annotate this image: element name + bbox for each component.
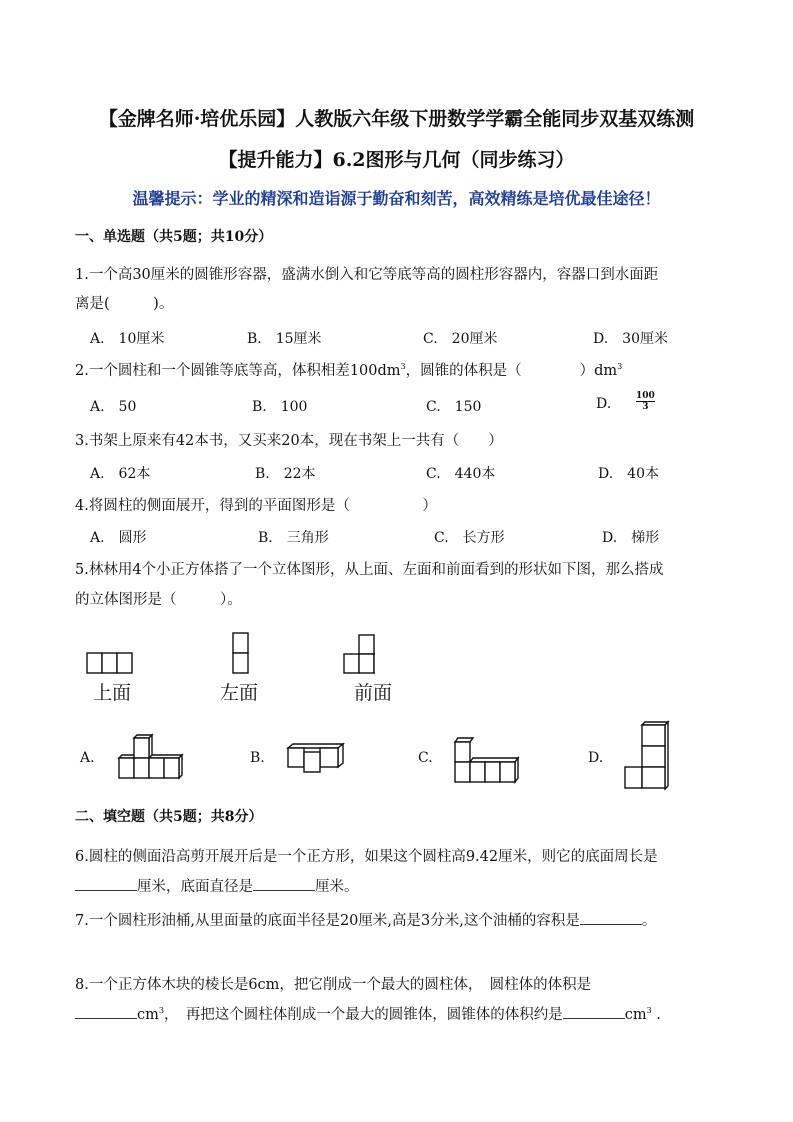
option-d: D. 梯形 (602, 530, 660, 546)
option-a: A. 62本 (90, 466, 151, 482)
option-b: B. (250, 750, 265, 766)
answer-blank[interactable] (253, 878, 315, 891)
hint-text: 温馨提示：学业的精深和造诣源于勤奋和刻苦，高效精练是培优最佳途径！ (132, 189, 661, 208)
question-1: 1.一个高30厘米的圆锥形容器，盛满水倒入和它等底等高的圆柱形容器内，容器口到水面距 (75, 267, 659, 283)
option-c: C. 440本 (426, 466, 496, 482)
left-view (233, 633, 248, 673)
cube-figure-a (119, 735, 182, 778)
option-a: A. 圆形 (90, 530, 147, 546)
doc-title-line1: 【金牌名师·培优乐园】人教版六年级下册数学学霸全能同步双基双练测 (98, 108, 695, 130)
option-d: D. (596, 396, 612, 412)
view-label: 左面 (220, 682, 259, 704)
question-6-cont: 厘米，底面直径是 厘米。 (75, 875, 359, 896)
answer-blank[interactable] (75, 878, 137, 891)
question-4: 4.将圆柱的侧面展开，得到的平面图形是（ ） (75, 498, 437, 514)
option-c: C. 150 (426, 399, 482, 415)
cube-figure-d (625, 722, 668, 789)
top-view (87, 653, 132, 673)
option-d: D. (588, 750, 604, 766)
question-8: 8.一个正方体木块的棱长是6cm，把它削成一个最大的圆柱体， 圆柱体的体积是 (75, 977, 592, 993)
view-label: 前面 (354, 682, 393, 704)
cube-figure-b (288, 744, 343, 772)
answer-blank[interactable] (75, 1006, 137, 1019)
question-8-cont: $cm^3$， 再把这个圆柱体削成一个最大的圆锥体，圆锥体的体积约是 $cm^3$ . (75, 1003, 661, 1024)
section-title: 一、单选题（共5题；共10分） (75, 229, 273, 245)
question-2: 2.一个圆柱和一个圆锥等底等高，体积相差$100dm^3$，圆锥的体积是（ ）$dm^3$ (75, 362, 623, 379)
cube-options-figure (0, 720, 793, 792)
question-5: 5.林林用4个小正方体搭了一个立体图形，从上面、左面和前面看到的形状如下图，那么搭成 (75, 562, 664, 578)
cube-figure-c (455, 738, 518, 782)
doc-title-line2: 【提升能力】6.2图形与几何（同步练习） (218, 149, 575, 171)
option-a: A. 50 (90, 399, 137, 415)
option-b: B. 100 (252, 399, 308, 415)
option-b: B. 15厘米 (247, 331, 322, 347)
question-6: 6.圆柱的侧面沿高剪开展开后是一个正方形，如果这个圆柱高9.42厘米，则它的底面周长是 (75, 849, 658, 865)
option-b: B. 三角形 (258, 530, 329, 546)
front-view (344, 635, 375, 673)
option-b: B. 22本 (255, 466, 316, 482)
question-7: 7.一个圆柱形油桶,从里面量的底面半径是20厘米,高是3分米,这个油桶的容积是 。 (75, 913, 657, 929)
option-c: C. 长方形 (434, 530, 505, 546)
option-c: C. 20厘米 (423, 331, 498, 347)
option-a: A. 10厘米 (90, 331, 165, 347)
view-label: 上面 (93, 682, 132, 704)
option-a: A. (80, 750, 95, 766)
answer-blank[interactable] (580, 912, 642, 925)
question-1-cont: 离是( )。 (75, 296, 174, 312)
question-3: 3.书架上原来有42本书，又买来20本，现在书架上一共有（ ） (75, 433, 503, 449)
question-5-cont: 的立体图形是（ ）。 (75, 592, 242, 608)
fraction: $\frac{100}{3}$ (636, 391, 655, 412)
option-c: C. (418, 750, 433, 766)
option-d: D. 40本 (598, 466, 659, 482)
option-d: D. 30厘米 (593, 331, 668, 347)
section-title: 二、填空题（共5题；共8分） (75, 809, 263, 825)
answer-blank[interactable] (563, 1006, 625, 1019)
